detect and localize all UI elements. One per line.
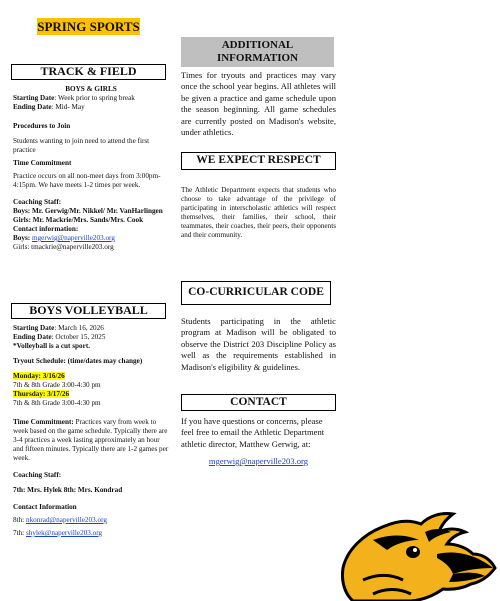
additional-heading-line2: INFORMATION	[216, 52, 299, 64]
respect-text: The Athletic Department expects that students who choose to take advantage of the privilege of participating in interscholastic athletics will respect themselves, their families, their school, their teammates, their coaches, their peers, their opponents and their community.	[181, 186, 336, 239]
vb-coaching-heading: Coaching Staff:	[13, 471, 62, 479]
vb-tryout-heading: Tryout Schedule: (time/dates may change)	[13, 357, 143, 365]
vb-day2-label: Thursday: 3/17/26	[13, 390, 70, 398]
track-subheading: BOYS & GIRLS	[65, 85, 117, 93]
track-girls-contact: Girls: tmackrie@naperville203.org	[13, 243, 114, 251]
vb-contact-heading: Contact Information	[13, 503, 77, 511]
track-ending-date: Ending Date: Mid- May	[13, 103, 85, 111]
additional-info-text: Times for tryouts and practices may vary once the school year begins. All athletes will be given a practice and game schedule upon the season beginning. All game schedules are currently posted on Madison's website, under athletics.	[181, 70, 336, 138]
additional-info-heading	[181, 37, 334, 67]
vb-contact-8th: 8th: nkonrad@naperville203.org	[13, 516, 107, 524]
track-contact-heading: Contact information:	[13, 225, 79, 233]
volleyball-heading: BOYS VOLLEYBALL	[11, 303, 166, 319]
volleyball-section	[13, 324, 169, 538]
hawk-mascot-icon	[333, 510, 497, 601]
track-starting-date: Starting Date: Week prior to spring break	[13, 94, 135, 102]
track-time-text: Practice occurs on all non-meet days from 3:00pm-4:15pm. We have meets 1-2 times per week.	[13, 172, 161, 189]
track-procedures-heading: Procedures to Join	[13, 122, 71, 130]
track-field-section	[13, 85, 169, 252]
vb-day2-text: 7th & 8th Grade 3:00-4:30 pm	[13, 399, 101, 407]
track-coaching-heading: Coaching Staff:	[13, 198, 62, 206]
vb-day1-label: Monday: 3/16/26	[13, 372, 65, 380]
track-time-heading: Time Commitment	[13, 159, 72, 167]
vb-time-commitment: Time Commitment: Practices vary from week to week based on the game schedule. Typically there are 3-4 practices a week lasting approximately an hour and fifteen minutes. Typically there are 1-2 games per week.	[13, 418, 169, 462]
vb-day1-text: 7th & 8th Grade 3:00-4:30 pm	[13, 381, 101, 389]
contact-heading: CONTACT	[181, 394, 336, 411]
track-field-heading: TRACK & FIELD	[11, 64, 166, 80]
track-procedures-text: Students wanting to join need to attend the first practice	[13, 137, 150, 154]
track-boys-contact: Boys: mgerwig@naperville203.org	[13, 234, 115, 242]
vb-8th-email-link[interactable]: nkonrad@naperville203.org	[25, 516, 107, 524]
vb-cut-note: *Volleyball is a cut sport.	[13, 342, 91, 350]
spring-sports-banner: SPRING SPORTS	[37, 19, 140, 34]
vb-coaches: 7th: Mrs. Hylek 8th: Mrs. Kondrad	[13, 486, 123, 494]
vb-ending-date: Ending Date: October 15, 2025	[13, 333, 106, 341]
respect-heading: WE EXPECT RESPECT	[181, 152, 336, 170]
vb-contact-7th: 7th: shylek@naperville203.org	[13, 529, 103, 537]
contact-email-link[interactable]: mgerwig@naperville203.org	[208, 456, 309, 466]
vb-7th-email-link[interactable]: shylek@naperville203.org	[25, 529, 103, 537]
track-girls-coaches: Girls: Mr. Mackrie/Mrs. Sands/Mrs. Cook	[13, 216, 144, 224]
track-boys-coaches: Boys: Mr. Gerwig/Mr. Nikkel/ Mr. VanHarlingen	[13, 207, 163, 215]
contact-text: If you have questions or concerns, please feel free to email the Athletic Department athletic director, Matthew Gerwig, at:	[181, 416, 325, 449]
cocurricular-heading: CO-CURRICULAR CODE	[181, 281, 331, 305]
vb-starting-date: Starting Date: March 16, 2026	[13, 324, 104, 332]
additional-heading-line1: ADDITIONAL	[221, 39, 294, 51]
cocurricular-text: Students participating in the athletic program at Madison will be obligated to observe the District 203 Discipline Policy as well as the requirements established in Madison's eligibility & guidelines.	[181, 316, 336, 372]
track-boys-email-link[interactable]: mgerwig@naperville203.org	[31, 234, 115, 242]
